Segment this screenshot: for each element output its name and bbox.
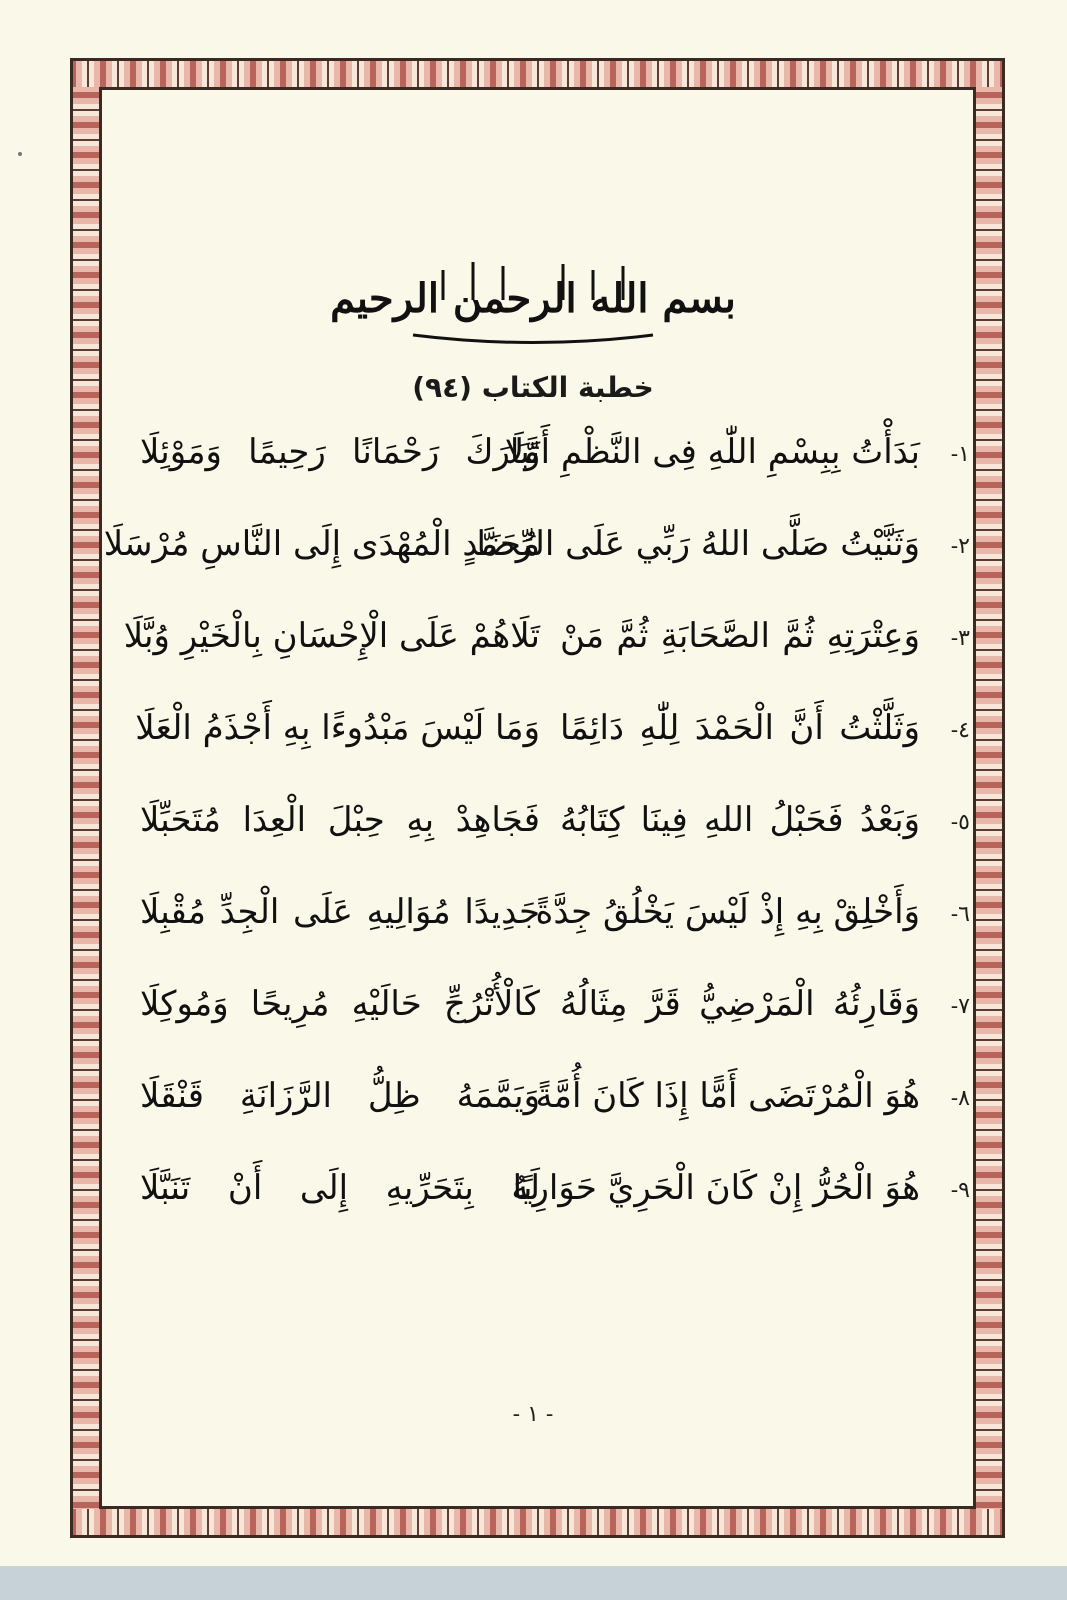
svg-text:بسم الله الرحمن الرحيم: بسم الله الرحمن الرحيم	[330, 275, 736, 322]
verse-first-hemistich: وَثَلَّثْتُ أَنَّ الْحَمْدَ لِلّٰهِ دَائِمًا	[560, 708, 920, 748]
verse-first-hemistich: وَأَخْلِقْ بِهِ إِذْ لَيْسَ يَخْلُقُ جِدَّةً	[535, 892, 920, 932]
verse-number: ٥-	[950, 810, 970, 835]
verse-row	[123, 604, 970, 696]
verses-list	[103, 420, 970, 1248]
verse-number: ١-	[950, 442, 970, 467]
verse-row	[103, 512, 970, 604]
verse-row	[140, 1156, 970, 1248]
basmala-calligraphy	[330, 240, 736, 360]
verse-row	[135, 696, 970, 788]
verse-second-hemistich: مُحَمَّدٍ الْمُهْدَى إِلَى النَّاسِ مُرْسَلَا	[103, 524, 540, 564]
verse-first-hemistich: هُوَ الْمُرْتَضَى أَمًّا إِذَا كَانَ أُمَّةً	[535, 1076, 920, 1116]
verse-row	[140, 880, 970, 972]
verse-row	[140, 1064, 970, 1156]
verse-number: ٢-	[950, 534, 970, 559]
verse-first-hemistich: وَثَنَّيْتُ صَلَّى اللهُ رَبِّي عَلَى الرِّضَا	[476, 524, 920, 564]
verse-second-hemistich: فَجَاهِدْ بِهِ حِبْلَ الْعِدَا مُتَحَبِّلَا	[140, 800, 540, 840]
verse-first-hemistich: بَدَأْتُ بِبِسْمِ اللّٰهِ فِى النَّظْمِ أَوَّلَا	[504, 432, 920, 472]
verse-number: ٧-	[950, 994, 970, 1019]
verse-second-hemistich: وَمَا لَيْسَ مَبْدُوءًا بِهِ أَجْذَمُ الْعَلَا	[135, 708, 540, 748]
verse-first-hemistich: وَبَعْدُ فَحَبْلُ اللهِ فِينَا كِتَابُهُ	[560, 800, 920, 840]
verse-second-hemistich: تَلَاهُمْ عَلَى الْإِحْسَانِ بِالْخَيْرِ وُبَّلَا	[123, 616, 540, 656]
verse-first-hemistich: هُوَ الْحُرُّ إِنْ كَانَ الْحَرِيَّ حَوَارِيًا	[512, 1168, 920, 1208]
verse-row	[140, 972, 970, 1064]
scan-bottom-strip	[0, 1566, 1067, 1600]
verse-first-hemistich: وَقَارِئُهُ الْمَرْضِيُّ قَرَّ مِثَالُهُ	[560, 984, 920, 1024]
verse-second-hemistich: تَبَارَكَ رَحْمَانًا رَحِيمًا وَمَوْئِلَا	[140, 432, 540, 472]
page-title: خطبة الكتاب (٩٤)	[412, 371, 654, 404]
verse-number: ٤-	[950, 718, 970, 743]
verse-row	[140, 420, 970, 512]
verse-second-hemistich: كَالْأُتْرُجِّ حَالَيْهِ مُرِيحًا وَمُوكِلَا	[140, 984, 540, 1024]
verse-second-hemistich: لَهُ بِتَحَرِّيهِ إِلَى أَنْ تَنَبَّلَا	[140, 1168, 540, 1208]
page-number: - ١ -	[512, 1402, 554, 1427]
verse-row	[140, 788, 970, 880]
verse-number: ٨-	[950, 1086, 970, 1111]
verse-first-hemistich: وَعِتْرَتِهِ ثُمَّ الصَّحَابَةِ ثُمَّ مَنْ	[560, 616, 920, 656]
verse-number: ٣-	[950, 626, 970, 651]
verse-second-hemistich: وَيَمَّمَهُ ظِلُّ الرَّزَانَةِ قَنْقَلَا	[140, 1076, 540, 1116]
verse-number: ٦-	[950, 902, 970, 927]
verse-number: ٩-	[950, 1178, 970, 1203]
scan-speck	[18, 152, 22, 156]
verse-second-hemistich: جَدِيدًا مُوَالِيهِ عَلَى الْجِدِّ مُقْبِلَا	[140, 892, 540, 932]
